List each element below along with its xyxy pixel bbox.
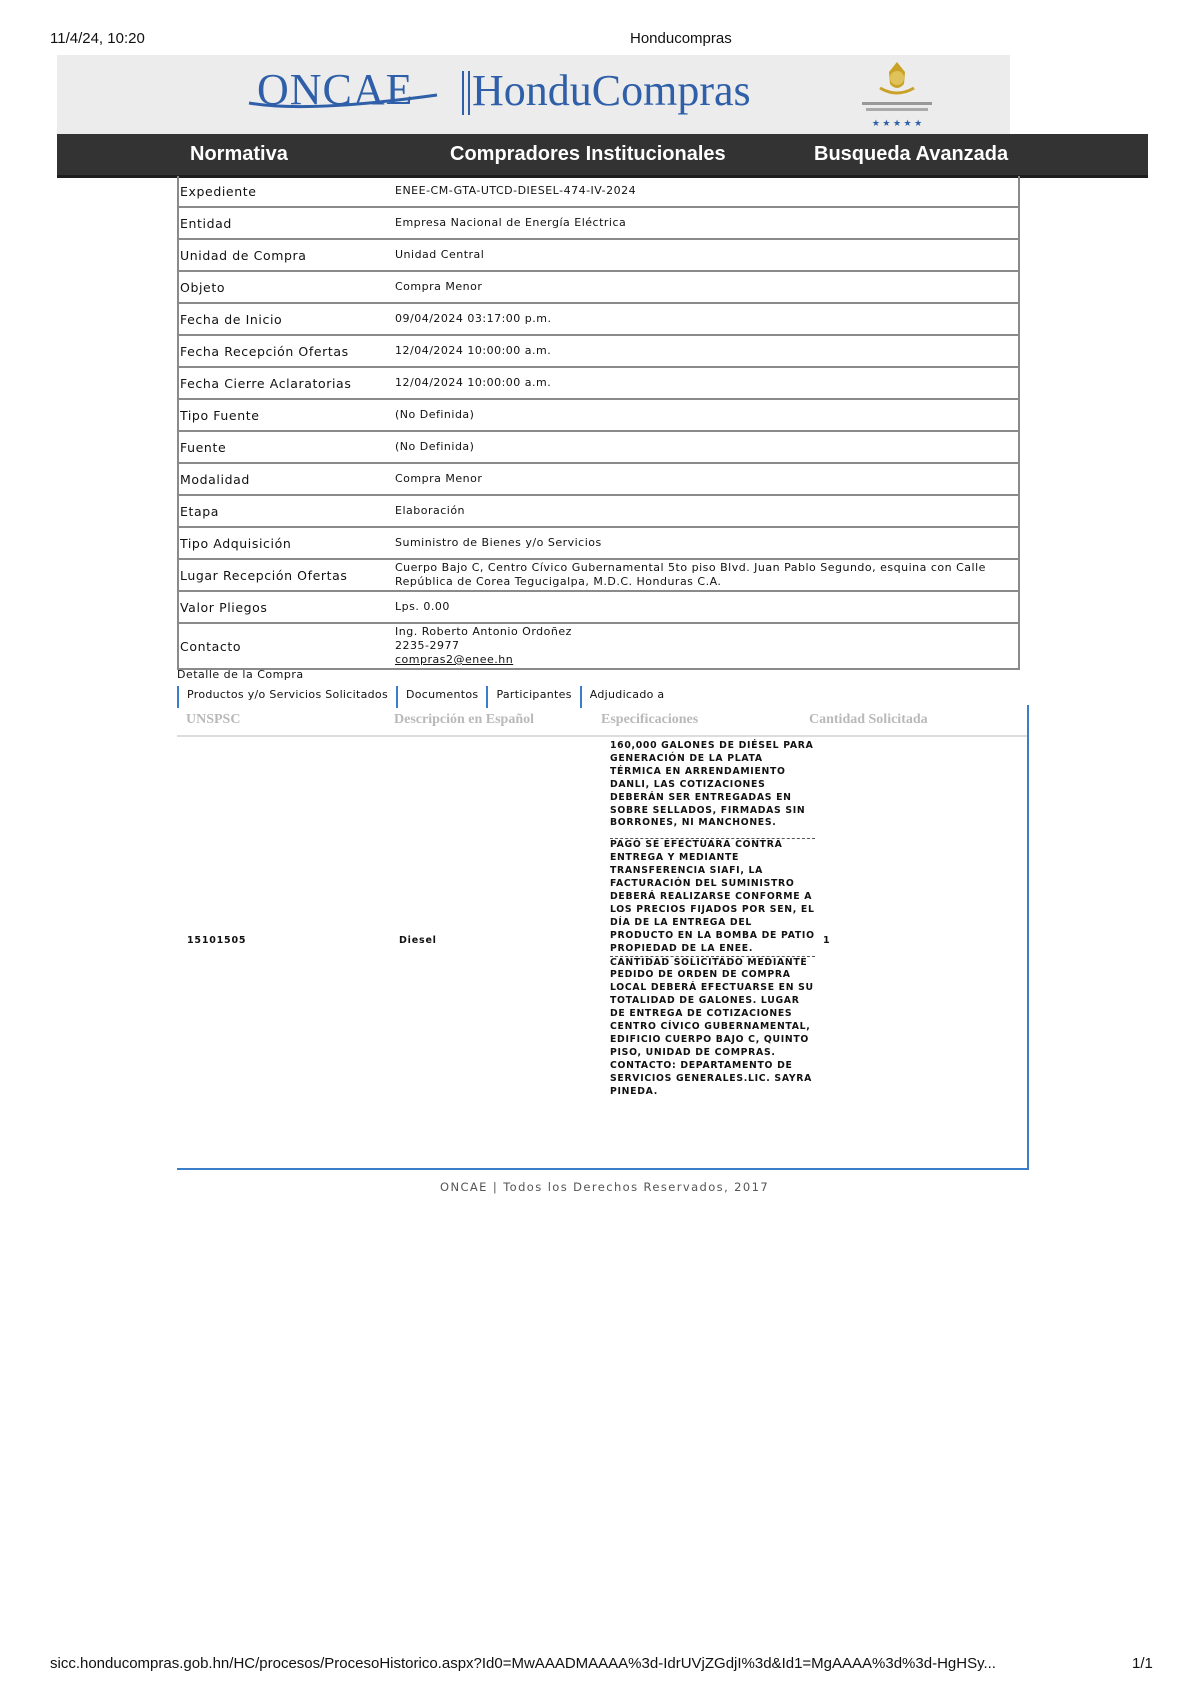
- info-value: Suministro de Bienes y/o Servicios: [395, 536, 602, 549]
- info-row-lugar-recepcion: [177, 560, 1020, 592]
- info-label: Modalidad: [180, 471, 250, 487]
- tab-adjudicado[interactable]: Adjudicado a: [580, 686, 673, 708]
- info-value: Empresa Nacional de Energía Eléctrica: [395, 216, 627, 229]
- spec-paragraph: 160,000 GALONES DE DIÉSEL PARA GENERACIÓN DE LA PLATA TÉRMICA EN ARRENDAMIENTO DANLI, LAS COTIZACIONES DEBERÁN SER ENTREGADAS EN SOBRE SELLADOS, FIRMADAS SIN BORRONES, NI MANCHONES.: [610, 740, 815, 839]
- print-page-number: 1/1: [1132, 1655, 1153, 1672]
- column-header-descripcion[interactable]: Descripción en Español: [394, 712, 535, 727]
- print-title: Honducompras: [630, 30, 732, 47]
- info-row-etapa: [177, 496, 1020, 528]
- oncae-logo[interactable]: [257, 64, 414, 115]
- site-footer: ONCAE | Todos los Derechos Reservados, 2017: [440, 1180, 770, 1194]
- info-value: Cuerpo Bajo C, Centro Cívico Gubernamental 5to piso Blvd. Juan Pablo Segundo, esquina con Calle República de Corea Tegucigalpa, M.D.C. Honduras C.A.: [395, 561, 986, 588]
- contact-email-link[interactable]: compras2@enee.hn: [395, 653, 514, 666]
- contact-phone: 2235-2977: [395, 639, 460, 652]
- honducompras-logo[interactable]: HonduCompras: [472, 66, 751, 115]
- nav-busqueda-avanzada[interactable]: Busqueda Avanzada: [814, 143, 1009, 165]
- info-row-entidad: [177, 208, 1020, 240]
- gobierno-emblem-icon: [842, 58, 952, 132]
- info-label: Fecha Cierre Aclaratorias: [180, 375, 352, 391]
- contact-name: Ing. Roberto Antonio Ordoñez: [395, 625, 572, 638]
- info-row-expediente: [177, 176, 1020, 208]
- oncae-logo-text: ONCAE: [257, 65, 414, 114]
- nav-compradores-institucionales[interactable]: Compradores Institucionales: [450, 143, 726, 165]
- tab-documentos[interactable]: Documentos: [396, 686, 486, 708]
- tab-participantes[interactable]: Participantes: [486, 686, 579, 708]
- info-label: Valor Pliegos: [180, 599, 268, 615]
- swoosh-icon: [247, 85, 442, 109]
- info-row-valor-pliegos: [177, 592, 1020, 624]
- info-label: Expediente: [180, 183, 257, 199]
- process-info-table: [177, 176, 1020, 670]
- info-value: 12/04/2024 10:00:00 a.m.: [395, 344, 552, 357]
- info-label: Tipo Adquisición: [180, 535, 292, 551]
- info-label: Fuente: [180, 439, 227, 455]
- info-value: Compra Menor: [395, 280, 483, 293]
- site-banner: [57, 55, 1010, 134]
- nav-normativa[interactable]: Normativa: [190, 143, 288, 165]
- products-header: [177, 705, 1027, 737]
- info-value: (No Definida): [395, 440, 475, 453]
- main-navbar: [57, 134, 1148, 178]
- info-label: Fecha Recepción Ofertas: [180, 343, 349, 359]
- info-value: ENEE-CM-GTA-UTCD-DIESEL-474-IV-2024: [395, 184, 637, 197]
- info-value: (No Definida): [395, 408, 475, 421]
- column-header-especificaciones[interactable]: Especificaciones: [601, 712, 699, 727]
- spec-paragraph: PAGO SE EFECTUARA CONTRA ENTREGA Y MEDIANTE TRANSFERENCIA SIAFI, LA FACTURACIÓN DEL SUMINISTRO DEBERÁ REALIZARSE CONFORME A LOS PRECIOS FIJADOS POR SEN, EL DÍA DE LA ENTREGA DEL PRODUCTO EN LA BOMBA DE PATIO PROPIEDAD DE LA ENEE.: [610, 839, 815, 956]
- column-header-cantidad[interactable]: Cantidad Solicitada: [809, 712, 928, 727]
- info-value: Elaboración: [395, 504, 466, 517]
- print-datetime: 11/4/24, 10:20: [50, 30, 145, 47]
- tab-productos[interactable]: Productos y/o Servicios Solicitados: [177, 686, 396, 708]
- column-header-unspsc[interactable]: UNSPSC: [186, 712, 241, 727]
- row-specifications: [610, 740, 815, 1098]
- spec-paragraph: CANTIDAD SOLICITADO MEDIANTE PEDIDO DE ORDEN DE COMPRA LOCAL DEBERÁ EFECTUARSE EN SU TOTALIDAD DE GALONES. LUGAR DE ENTREGA DE COTIZACIONES CENTRO CÍVICO GUBERNAMENTAL, EDIFICIO CUERPO BAJO C, QUINTO PISO, UNIDAD DE COMPRAS. CONTACTO: DEPARTAMENTO DE SERVICIOS GENERALES.LIC. SAYRA PINEDA.: [610, 956, 814, 1097]
- row-quantity: 1: [823, 935, 831, 946]
- products-panel: [177, 705, 1029, 1170]
- info-label: Fecha de Inicio: [180, 311, 283, 327]
- detail-title: Detalle de la Compra: [177, 668, 304, 681]
- logo-separator: [462, 71, 470, 115]
- info-row-objeto: [177, 272, 1020, 304]
- info-label: Objeto: [180, 279, 226, 295]
- info-row-modalidad: [177, 464, 1020, 496]
- row-description: Diesel: [399, 935, 437, 946]
- svg-text:★ ★ ★ ★ ★: ★ ★ ★ ★ ★: [871, 118, 923, 128]
- info-row-contacto: [177, 624, 1020, 670]
- info-label: Lugar Recepción Ofertas: [180, 567, 348, 583]
- info-row-fecha-cierre: [177, 368, 1020, 400]
- info-value: 12/04/2024 10:00:00 a.m.: [395, 376, 552, 389]
- print-url: sicc.honducompras.gob.hn/HC/procesos/ProcesoHistorico.aspx?Id0=MwAAADMAAAA%3d-IdrUVjZGdjI%3d&Id1=MgAAAA%3d%3d-HgHSy...: [50, 1655, 996, 1672]
- info-row-fecha-recepcion: [177, 336, 1020, 368]
- info-label: Etapa: [180, 503, 220, 519]
- row-unspsc: 15101505: [187, 935, 247, 946]
- info-value: Compra Menor: [395, 472, 483, 485]
- info-row-fecha-inicio: [177, 304, 1020, 336]
- contact-details: [395, 625, 1018, 667]
- info-row-tipo-fuente: [177, 400, 1020, 432]
- info-row-fuente: [177, 432, 1020, 464]
- info-label: Contacto: [180, 638, 242, 654]
- info-row-unidad-compra: [177, 240, 1020, 272]
- info-value: Unidad Central: [395, 248, 485, 261]
- info-label: Unidad de Compra: [180, 247, 307, 263]
- info-label: Entidad: [180, 215, 232, 231]
- info-value: 09/04/2024 03:17:00 p.m.: [395, 312, 552, 325]
- info-label: Tipo Fuente: [180, 407, 260, 423]
- info-value: Lps. 0.00: [395, 600, 450, 613]
- info-row-tipo-adquisicion: [177, 528, 1020, 560]
